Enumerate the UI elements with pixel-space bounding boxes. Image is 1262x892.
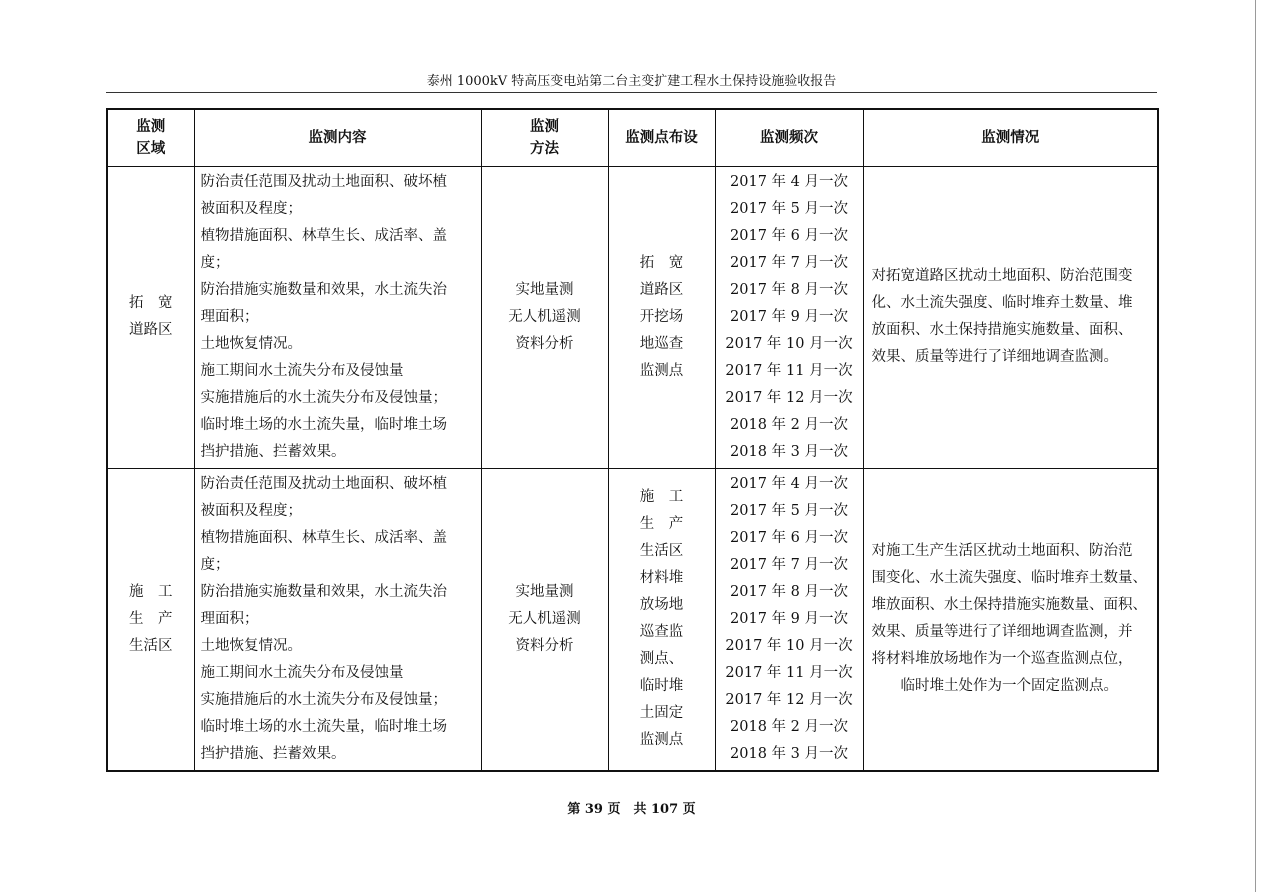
row-points-cell: 拓 宽 道路区 开挖场 地巡查 监测点 — [608, 166, 715, 468]
header-area: 监测 区域 — [107, 109, 194, 166]
row-method-cell: 实地量测 无人机遥测 资料分析 — [481, 468, 608, 771]
header-situation: 监测情况 — [863, 109, 1158, 166]
header-points: 监测点布设 — [608, 109, 715, 166]
row-content-cell: 防治责任范围及扰动土地面积、破坏植 被面积及程度； 植物措施面积、林草生长、成活率、盖 度； 防治措施实施数量和效果，水土流失治 理面积； 土地恢复情况。 施工期间水土流失分布及侵蚀量 实施措施后的水土流失分布及侵蚀量； 临时堆土场的水土流失量，临时堆土场 挡护措施、拦蓄效果。 — [194, 468, 481, 771]
row-situation-cell: 对拓宽道路区扰动土地面积、防治范围变 化、水土流失强度、临时堆弃土数量、堆 放面积、水土保持措施实施数量、面积、 效果、质量等进行了详细地调查监测。 — [863, 166, 1158, 468]
page-number: 第 39 页 共 107 页 — [567, 802, 696, 817]
row-points-cell: 施 工 生 产 生活区 材料堆 放场地 巡查监 测点、 临时堆 土固定 监测点 — [608, 468, 715, 771]
table-row — [107, 166, 1158, 468]
row-area-cell: 施 工 生 产 生活区 — [107, 468, 194, 771]
header-frequency: 监测频次 — [715, 109, 863, 166]
page-edge-line — [1255, 0, 1256, 892]
header-method: 监测 方法 — [481, 109, 608, 166]
header-rule — [106, 92, 1157, 93]
monitoring-table — [106, 108, 1159, 772]
row-area-cell: 拓 宽 道路区 — [107, 166, 194, 468]
row-method-cell: 实地量测 无人机遥测 资料分析 — [481, 166, 608, 468]
header-content: 监测内容 — [194, 109, 481, 166]
row-content-cell: 防治责任范围及扰动土地面积、破坏植 被面积及程度； 植物措施面积、林草生长、成活率、盖 度； 防治措施实施数量和效果，水土流失治 理面积； 土地恢复情况。 施工期间水土流失分布及侵蚀量 实施措施后的水土流失分布及侵蚀量； 临时堆土场的水土流失量，临时堆土场 挡护措施、拦蓄效果。 — [194, 166, 481, 468]
running-header: 泰州 1000kV 特高压变电站第二台主变扩建工程水土保持设施验收报告 — [426, 74, 837, 89]
table-row — [107, 468, 1158, 771]
row-frequency-cell: 2017 年 4 月一次 2017 年 5 月一次 2017 年 6 月一次 2017 年 7 月一次 2017 年 8 月一次 2017 年 9 月一次 2017 年 10 月一次 2017 年 11 月一次 2017 年 12 月一次 2018 年 2 月一次 2018 年 3 月一次 — [715, 468, 863, 771]
table-header-row — [107, 109, 1158, 166]
row-situation-cell: 对施工生产生活区扰动土地面积、防治范 围变化、水土流失强度、临时堆弃土数量、 堆放面积、水土保持措施实施数量、面积、 效果、质量等进行了详细地调查监测，并 将材料堆放场地作为一个巡查监测点位， 临时堆土处作为一个固定监测点。 — [863, 468, 1158, 771]
row-frequency-cell: 2017 年 4 月一次 2017 年 5 月一次 2017 年 6 月一次 2017 年 7 月一次 2017 年 8 月一次 2017 年 9 月一次 2017 年 10 月一次 2017 年 11 月一次 2017 年 12 月一次 2018 年 2 月一次 2018 年 3 月一次 — [715, 166, 863, 468]
